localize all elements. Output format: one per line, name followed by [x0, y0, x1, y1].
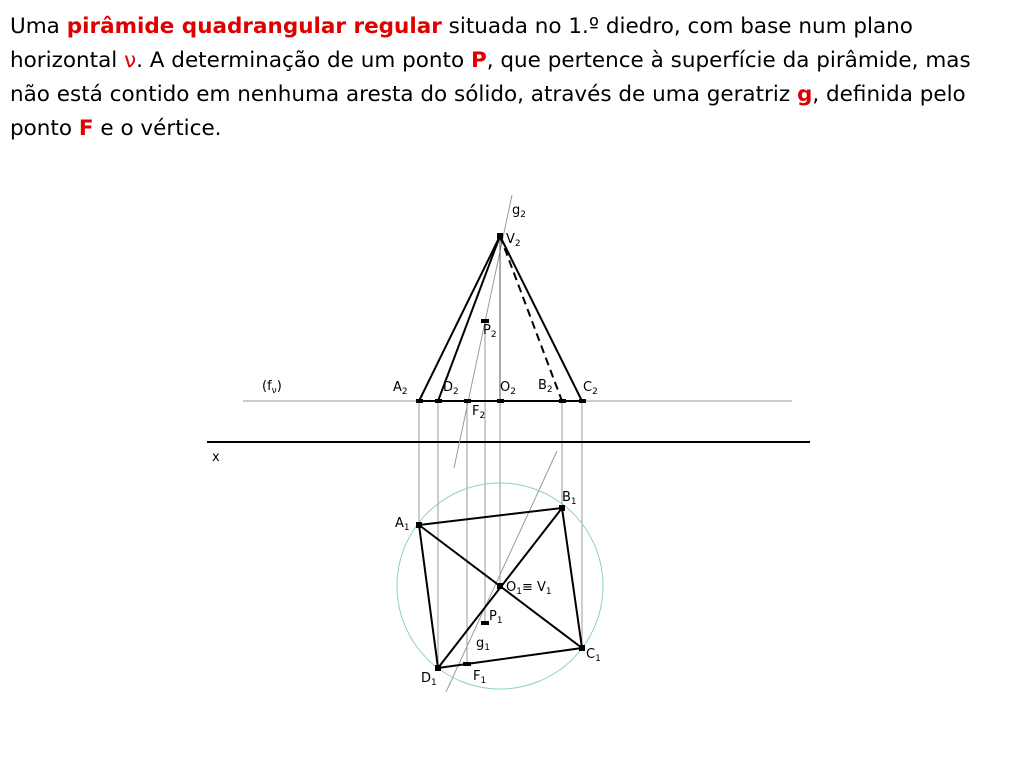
- label-o1-v1: $O_1\equiv V_1$: [506, 580, 552, 597]
- label-g1: $g_1$: [476, 636, 490, 653]
- edge-v2-d2: [438, 236, 500, 401]
- statement-text: Uma: [10, 14, 67, 39]
- label-o2: $O_2$: [500, 380, 516, 397]
- statement-text: , definida pelo ponto: [10, 82, 966, 141]
- marker-o1: [497, 583, 503, 589]
- marker-f2: [464, 399, 471, 403]
- marker-o2: [497, 399, 504, 403]
- point-markers: [416, 233, 586, 671]
- marker-d1: [435, 665, 441, 671]
- marker-a2: [416, 399, 423, 403]
- label-b1: $B_1$: [562, 490, 577, 507]
- label-f2: $F_2$: [472, 404, 486, 421]
- pyramid-term: pirâmide quadrangular regular: [66, 14, 442, 39]
- statement-text: , que pertence à superfície da pirâmide, mas não está contido em nenhuma aresta do sólido, através de uma geratriz: [10, 48, 971, 107]
- generatrix-g-symbol: g: [796, 82, 813, 107]
- marker-v2: [497, 233, 503, 239]
- marker-c1: [579, 645, 585, 651]
- statement-text: e o vértice.: [93, 116, 222, 141]
- label-p2: $P_2$: [483, 323, 497, 340]
- edge-v2-c2: [500, 236, 582, 401]
- label-a2: $A_2$: [393, 380, 408, 397]
- marker-d2: [435, 399, 442, 403]
- label-ground-line-x: x: [212, 450, 220, 465]
- marker-b1: [559, 505, 565, 511]
- label-b2: $B_2$: [538, 378, 553, 395]
- label-f1: $F_1$: [473, 669, 487, 686]
- statement-text: situada no 1.º diedro, com base num plano horizontal: [10, 14, 913, 73]
- marker-a1: [416, 522, 422, 528]
- label-p1: $P_1$: [489, 609, 503, 626]
- label-d2: $D_2$: [443, 380, 459, 397]
- labels: [212, 203, 601, 688]
- generatrix-g1: [446, 451, 557, 692]
- label-v2: $V_2$: [506, 232, 521, 249]
- frontal-projection: [419, 236, 582, 401]
- label-plane-nu-trace: $(f_\nu)$: [262, 379, 282, 396]
- point-p-symbol: P: [470, 48, 487, 73]
- statement-text: . A determinação de um ponto: [136, 48, 471, 73]
- marker-c2: [579, 399, 586, 403]
- marker-p1: [481, 621, 489, 625]
- label-c1: $C_1$: [586, 647, 601, 664]
- label-a1: $A_1$: [395, 516, 410, 533]
- label-d1: $D_1$: [421, 671, 437, 688]
- marker-b2: [559, 399, 566, 403]
- plane-nu-symbol: ν: [124, 48, 137, 73]
- point-f-symbol: F: [78, 116, 94, 141]
- marker-f1: [463, 662, 471, 666]
- label-c2: $C_2$: [583, 380, 598, 397]
- hidden-edge-v2-b2: [500, 236, 562, 401]
- label-g2: $g_2$: [512, 203, 526, 220]
- edge-v2-a2: [419, 236, 500, 401]
